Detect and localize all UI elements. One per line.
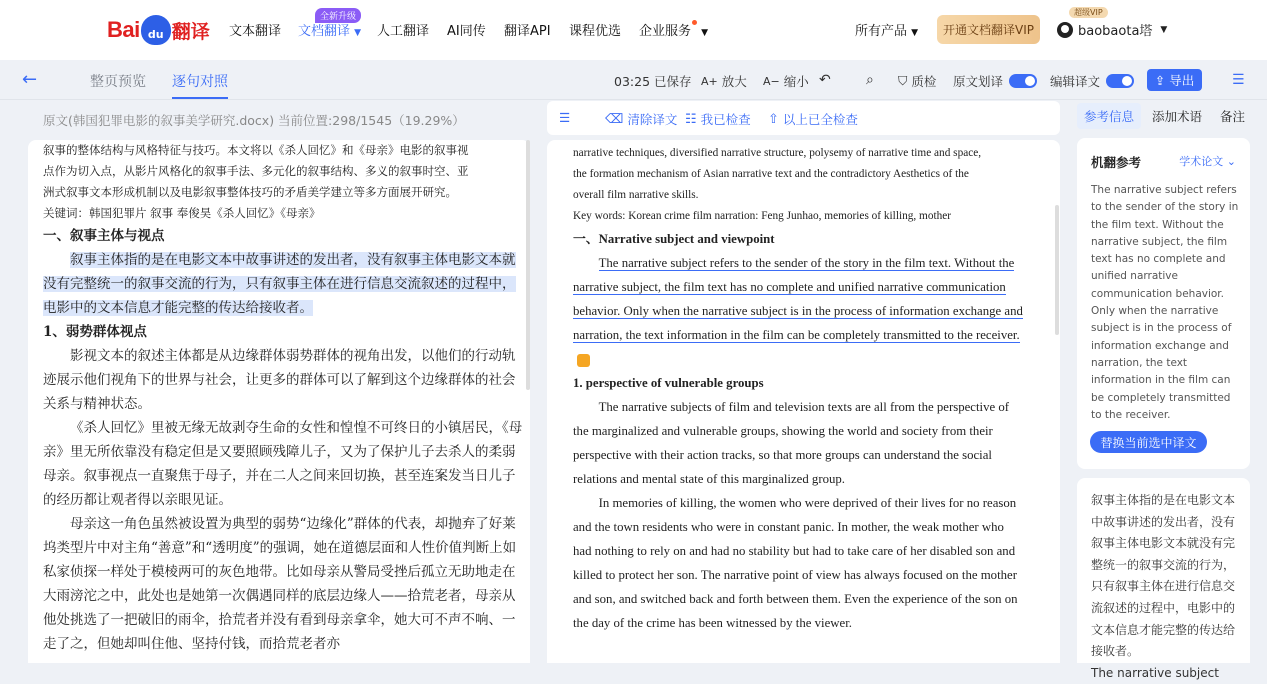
all-products-label: 所有产品: [855, 24, 908, 39]
tab-reference[interactable]: 参考信息: [1077, 103, 1141, 129]
eraser-icon: ⌫: [605, 111, 624, 127]
target-heading: 一、Narrative subject and viewpoint: [573, 232, 775, 246]
export-icon: ⇪: [1154, 72, 1166, 88]
source-paragraph-selected[interactable]: [43, 248, 527, 320]
target-line: the formation mechanism of Asian narrative text and the contradictory Aesthetics of the: [573, 168, 969, 180]
checked-button[interactable]: [685, 110, 751, 128]
edit-translation-toggle[interactable]: [1050, 72, 1134, 90]
nav-api[interactable]: 翻译API: [504, 24, 551, 39]
source-heading: 一、叙事主体与视点: [43, 228, 165, 244]
menu-icon[interactable]: ☰: [1232, 72, 1245, 88]
search-icon[interactable]: ⌕: [866, 72, 874, 88]
translation-scrollbar[interactable]: [1055, 205, 1059, 335]
font-minus-icon: A−: [763, 74, 780, 88]
source-scrollbar[interactable]: [526, 140, 530, 390]
mt-reference-text: The narrative subject refers to the sender of the story in the film text. Without the narrative subject, the film text has no complete and unified narrative communication behavior. Only when the narrative subject is in the process of information exchange and narration, the text information in the film can be completely transmitted to the receiver.: [1091, 184, 1239, 421]
arrow-up-icon: ⇧: [768, 111, 779, 127]
zoom-out-button[interactable]: [763, 72, 809, 90]
target-paragraph-selected[interactable]: [573, 251, 1025, 371]
tab-add-term[interactable]: 添加术语: [1152, 109, 1203, 124]
nav-courses[interactable]: 课程优选: [569, 24, 622, 39]
source-mark-label: 原文划译: [953, 74, 1004, 89]
zoom-out-label: 缩小: [783, 74, 809, 89]
nav-ai-interpret[interactable]: AI同传: [447, 24, 486, 39]
collapse-list-icon[interactable]: ☰: [559, 110, 571, 125]
source-paragraph[interactable]: 《杀人回忆》里被无缘无故剥夺生命的女性和惶惶不可终日的小镇居民，《母亲》里无所依靠没有稳定但是又要照顾残障儿子，又为了保护儿子去杀人的柔弱母亲。叙事视点一直聚焦于母子，并在二人之间来回切换，甚至连案发当日儿子的经历都让观者得以亲眼见证。: [43, 420, 523, 508]
target-paragraph[interactable]: The narrative subjects of film and television texts are all from the perspective of the marginalized and vulnerable groups, showing the world and society from their perspective with their action tracks, so that more groups can understand the social relations and mental state of this marginalized group.: [573, 400, 1010, 486]
chevron-down-icon: ▼: [1160, 24, 1168, 35]
nav-doc-label: 文档翻译: [298, 24, 351, 39]
chevron-down-icon: ⌄: [1226, 155, 1236, 168]
edit-translation-label: 编辑译文: [1050, 74, 1101, 89]
source-keywords: 关键词：韩国犯罪片 叙事 奉俊昊《杀人回忆》《母亲》: [43, 206, 321, 220]
shield-check-icon: ⛉: [898, 73, 908, 88]
arrow-left-icon[interactable]: ←: [22, 69, 38, 90]
nav-enterprise-label: 企业服务: [639, 24, 692, 39]
username: baobaota塔: [1078, 24, 1153, 39]
nav-human-translate[interactable]: 人工翻译: [377, 24, 430, 39]
chevron-down-icon: ▼: [354, 28, 362, 38]
open-vip-button[interactable]: 开通文档翻译VIP: [937, 15, 1040, 44]
source-sentence: 叙事主体指的是在电影文本中故事讲述的发出者，没有叙事主体电影文本就没有完整统一的叙事交流的行为，只有叙事主体在进行信息交流叙述的过程中，电影中的文本信息才能完整的传达给接收者。: [1091, 493, 1236, 659]
target-heading: 1. perspective of vulnerable groups: [573, 376, 764, 390]
target-paragraph[interactable]: In memories of killing, the women who were deprived of their lives for no reason and the town residents who were in constant panic. In mother, the weak mother who had nothing to rely on and had no stability but had to take care of her disabled son and killed to protect her son. The narrative point of view has always focused on the mother and son, and switched back and forth between them. Even the experience of the son on the day of the crime has been witnessed by the viewer.: [573, 496, 1018, 630]
all-checked-label: 以上已全检查: [782, 112, 858, 127]
mt-style-label: 学术论文: [1179, 155, 1224, 168]
source-file-info: 原文(韩国犯罪电影的叙事美学研究.docx) 当前位置:298/1545（19.29%）: [43, 113, 465, 128]
checklist-icon: ☷: [685, 111, 697, 127]
source-line: 洲式叙事文本形成机制以及电影叙事整体技巧的矛盾美学建立等多方面展开研究。: [43, 185, 457, 199]
active-tab-indicator: [172, 97, 228, 99]
user-menu[interactable]: [1057, 20, 1167, 39]
baidu-translate-logo[interactable]: [107, 14, 210, 46]
quality-check-button[interactable]: [898, 72, 936, 90]
avatar: [1057, 22, 1073, 38]
machine-translation-card: [1077, 138, 1250, 469]
translation-tools: [547, 101, 1060, 135]
nav-doc-translate[interactable]: [298, 20, 361, 39]
source-line: 点作为切入点，从影片风格化的叙事手法、多元化的叙事结构、多义的叙事时空、亚: [43, 164, 469, 178]
super-vip-badge: 超级VIP: [1069, 7, 1108, 18]
selected-translation[interactable]: The narrative subject refers to the sender of the story in the film text. Without the narrative subject, the film text has no complete and unified narrative communication behavior. Only when the narrative subject is in the process of information exchange and narration, the text information in the film can be completely transmitted to the receiver.: [573, 256, 1023, 342]
nav-text-translate[interactable]: 文本翻译: [229, 24, 282, 39]
export-label: 导出: [1169, 73, 1195, 88]
upgrade-badge: 全新升级: [315, 8, 361, 23]
tab-full-preview[interactable]: 整页预览: [90, 74, 146, 90]
source-paragraph[interactable]: 母亲这一角色虽然被设置为典型的弱势“边缘化”群体的代表，却抛弃了好莱坞类型片中对主角“善意”和“透明度”的强调，她在道德层面和人性价值判断上如私家侦探一样处于模棱两可的灰色地带。比如母亲从警局受挫后孤立无助地走在大雨滂沱之中，此处也是她第一次偶遇同样的底层边缘人——拾荒老者，母亲从他处挑选了一把破旧的雨伞，拾荒者并没有看到母亲拿伞，她大可不声不响、一走了之，但她却叫住他、坚持付钱，而拾荒老者亦: [43, 516, 517, 652]
mt-style-select[interactable]: [1179, 153, 1236, 169]
checked-label: 我已检查: [700, 112, 751, 127]
clear-translation-button[interactable]: [605, 110, 677, 128]
quality-label: 质检: [911, 74, 937, 89]
chevron-down-icon: ▼: [701, 28, 709, 38]
editor-toolbar: [0, 60, 1267, 100]
right-tabs: [1077, 103, 1256, 129]
tab-notes[interactable]: 备注: [1220, 109, 1246, 124]
nav-enterprise[interactable]: [639, 20, 708, 39]
target-keywords: Key words: Korean crime film narration: Feng Junhao, memories of killing, mother: [573, 210, 952, 222]
undo-icon[interactable]: ↶: [819, 72, 831, 88]
warning-icon[interactable]: !: [577, 354, 590, 367]
logo-fanyi: 翻译: [171, 20, 210, 43]
export-button[interactable]: [1147, 69, 1202, 91]
source-panel[interactable]: [28, 140, 530, 663]
edit-translation-switch[interactable]: [1106, 74, 1134, 88]
source-paragraph[interactable]: 影视文本的叙述主体都是从边缘群体弱势群体的视角出发，以他们的行动轨迹展示他们视角下的世界与社会，让更多的群体可以了解到这个边缘群体的社会关系与精神状态。: [43, 348, 516, 412]
mt-reference-title: 机翻参考: [1091, 155, 1142, 170]
top-nav: [0, 0, 1267, 60]
target-line: overall film narrative skills.: [573, 189, 699, 201]
source-text: [43, 140, 527, 656]
all-products-menu[interactable]: [855, 20, 918, 39]
translation-text: [573, 143, 1025, 635]
source-sentence-card: [1077, 478, 1250, 680]
replace-translation-button[interactable]: 替换当前选中译文: [1090, 431, 1207, 453]
zoom-in-button[interactable]: [701, 72, 747, 90]
source-mark-toggle[interactable]: [953, 72, 1037, 90]
translation-panel[interactable]: [547, 140, 1060, 663]
tab-sentence-compare[interactable]: 逐句对照: [172, 74, 228, 90]
chevron-down-icon: ▼: [911, 28, 919, 38]
source-line: 叙事的整体结构与风格特征与技巧。本文将以《杀人回忆》和《母亲》电影的叙事视: [43, 143, 469, 157]
logo-paw-icon: du: [141, 15, 171, 45]
source-sentence-translation: The narrative subject: [1091, 665, 1219, 680]
selected-sentence[interactable]: 叙事主体指的是在电影文本中故事讲述的发出者，没有叙事主体电影文本就没有完整统一的叙事交流的行为，只有叙事主体在进行信息交流叙述的过程中，电影中的文本信息才能完整的传达给接收者。: [43, 252, 516, 316]
zoom-in-label: 放大: [721, 74, 747, 89]
target-line: narrative techniques, diversified narrative structure, polysemy of narrative time and space,: [573, 147, 982, 159]
clear-label: 清除译文: [627, 112, 678, 127]
logo-text: Bai: [107, 17, 140, 42]
source-mark-switch[interactable]: [1009, 74, 1037, 88]
all-checked-button[interactable]: [768, 110, 858, 128]
source-sentence-text: [1091, 490, 1241, 684]
save-status: 03:25 已保存: [614, 74, 692, 89]
source-heading: 1、弱势群体视点: [43, 324, 147, 340]
new-dot-icon: [692, 20, 697, 25]
font-plus-icon: A+: [701, 74, 718, 88]
